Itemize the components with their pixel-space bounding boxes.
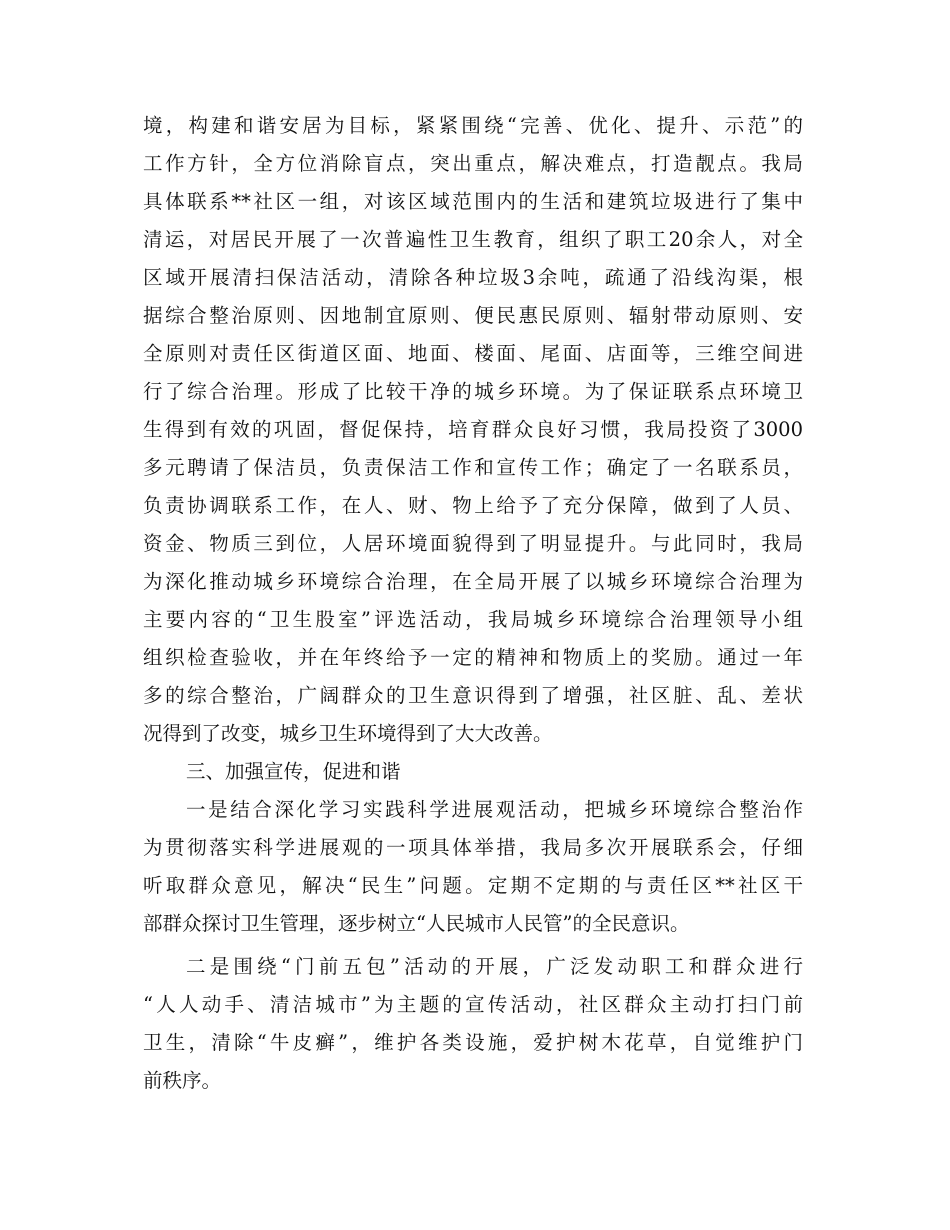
text-line: 全原则对责任区街道区面、地面、楼面、尾面、店面等，三维空间进 [143, 342, 803, 365]
text-line: 况得到了改变，城乡卫生环境得到了大大改善。 [143, 722, 553, 745]
text-line: 为贯彻落实科学进展观的一项具体举措，我局多次开展联系会，仔细 [143, 836, 803, 859]
text-line: 多的综合整治，广阔群众的卫生意识得到了增强，社区脏、乱、差状 [143, 684, 803, 707]
text-line: 具体联系**社区一组，对该区域范围内的生活和建筑垃圾进行了集中 [143, 190, 803, 213]
text-line: 部群众探讨卫生管理，逐步树立“人民城市人民管”的全民意识。 [143, 912, 690, 935]
text-line: 前秩序。 [143, 1069, 222, 1092]
text-line: 行了综合治理。形成了比较干净的城乡环境。为了保证联系点环境卫 [143, 380, 803, 403]
text-line: 区域开展清扫保洁活动，清除各种垃圾3余吨，疏通了沿线沟渠，根 [143, 266, 803, 289]
text-line: 据综合整治原则、因地制宜原则、便民惠民原则、辐射带动原则、安 [143, 304, 803, 327]
text-line: 资金、物质三到位，人居环境面貌得到了明显提升。与此同时，我局 [143, 532, 803, 555]
text-line: 为深化推动城乡环境综合治理，在全局开展了以城乡环境综合治理为 [143, 570, 803, 593]
text-line: 负责协调联系工作，在人、财、物上给予了充分保障，做到了人员、 [143, 494, 803, 517]
section-heading: 三、加强宣传，促进和谐 [186, 760, 401, 783]
text-line: “人人动手、清洁城市”为主题的宣传活动，社区群众主动打扫门前 [143, 993, 803, 1016]
text-line: 多元聘请了保洁员，负责保洁工作和宣传工作；确定了一名联系员， [143, 456, 803, 479]
text-line: 二是围绕“门前五包”活动的开展，广泛发动职工和群众进行 [186, 955, 803, 978]
text-line: 组织检查验收，并在年终给予一定的精神和物质上的奖励。通过一年 [143, 646, 803, 669]
text-line: 境，构建和谐安居为目标，紧紧围绕“完善、优化、提升、示范”的 [143, 114, 803, 137]
text-line: 主要内容的“卫生股室”评选活动，我局城乡环境综合治理领导小组 [143, 608, 803, 631]
text-line: 一是结合深化学习实践科学进展观活动，把城乡环境综合整治作 [186, 798, 803, 821]
text-line: 卫生，清除“牛皮癣”，维护各类设施，爱护树木花草，自觉维护门 [143, 1031, 803, 1054]
text-line: 听取群众意见，解决“民生”问题。定期不定期的与责任区**社区干 [143, 874, 803, 897]
text-line: 工作方针，全方位消除盲点，突出重点，解决难点，打造靓点。我局 [143, 152, 803, 175]
text-line: 清运，对居民开展了一次普遍性卫生教育，组织了职工20余人，对全 [143, 228, 803, 251]
text-line: 生得到有效的巩固，督促保持，培育群众良好习惯，我局投资了3000 [143, 418, 803, 441]
